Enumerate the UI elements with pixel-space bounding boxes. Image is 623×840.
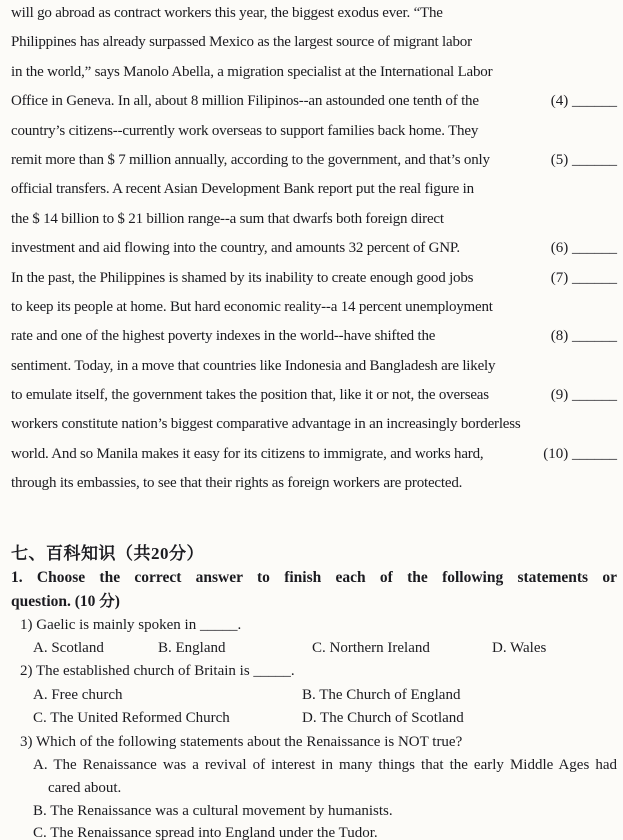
passage-line-text: country’s citizens--currently work overseas to support families back home. They (11, 122, 479, 139)
passage-line (11, 152, 617, 181)
passage-line-text: to keep its people at home. But hard economic reality--a 14 percent unemployment (11, 298, 493, 315)
option-1d: D. Wales (492, 640, 547, 657)
blank-marker-5: (5) ______ (550, 151, 617, 168)
passage-line-text: workers constitute nation’s biggest comparative advantage in an increasingly borderless (11, 416, 521, 433)
passage-line (11, 299, 617, 328)
passage-line-text: sentiment. Today, in a move that countries like Indonesia and Bangladesh are likely (11, 357, 496, 374)
passage-line (11, 93, 617, 122)
option-2a: A. Free church (33, 686, 123, 703)
question-1-stem: 1) Gaelic is mainly spoken in _____. (20, 616, 242, 633)
passage-line (11, 328, 617, 357)
option-3b: B. The Renaissance was a cultural movement by humanists. (33, 802, 393, 819)
blank-marker-6: (6) ______ (550, 240, 617, 257)
option-3a-line-2: cared about. (48, 779, 122, 796)
passage-line (11, 5, 617, 34)
blank-marker-7: (7) ______ (550, 269, 617, 286)
question-2-stem: 2) The established church of Britain is _____. (20, 663, 295, 680)
knowledge-section (11, 542, 617, 840)
passage-line-text: in the world,” says Manolo Abella, a migration specialist at the International Labor (11, 63, 493, 80)
blank-marker-10: (10) ______ (543, 445, 617, 462)
question-1-options (11, 637, 617, 660)
question-3-stem: 3) Which of the following statements about the Renaissance is NOT true? (20, 733, 463, 750)
question-2-options-row-2 (11, 707, 617, 730)
passage-line (11, 446, 617, 475)
option-2b: B. The Church of England (302, 686, 461, 703)
passage-line (11, 34, 617, 63)
blank-marker-9: (9) ______ (550, 387, 617, 404)
passage-line (11, 211, 617, 240)
option-1a: A. Scotland (33, 640, 104, 657)
option-2d: D. The Church of Scotland (302, 710, 464, 727)
passage-line-text: investment and aid flowing into the country, and amounts 32 percent of GNP. (11, 240, 460, 257)
passage-line (11, 416, 617, 445)
option-2c: C. The United Reformed Church (33, 710, 230, 727)
blank-marker-8: (8) ______ (550, 328, 617, 345)
passage-line (11, 181, 617, 210)
passage-line (11, 123, 617, 152)
instruction-line-1: 1. Choose the correct answer to finish each of the following statements or (11, 568, 617, 586)
passage-line (11, 475, 617, 504)
passage-line (11, 240, 617, 269)
passage-line-text: remit more than $ 7 million annually, according to the government, and that’s only (11, 151, 490, 168)
passage-line-text: rate and one of the highest poverty indexes in the world--have shifted the (11, 328, 436, 345)
passage-line-text: Office in Geneva. In all, about 8 million Filipinos--an astounded one tenth of the (11, 93, 479, 110)
passage-line-text: through its embassies, to see that their rights as foreign workers are protected. (11, 475, 463, 492)
question-2-options-row-1 (11, 684, 617, 707)
option-1c: C. Northern Ireland (312, 640, 430, 657)
passage-line-text: official transfers. A recent Asian Development Bank report put the real figure in (11, 181, 474, 198)
passage-line-text: world. And so Manila makes it easy for its citizens to immigrate, and works hard, (11, 445, 484, 462)
instruction-line-2: question. (10 分) (11, 592, 120, 610)
passage-line (11, 387, 617, 416)
section-heading: 七、百科知识（共20分） (11, 543, 204, 563)
passage-line-text: to emulate itself, the government takes the position that, like it or not, the overseas (11, 387, 489, 404)
passage-line-text: Philippines has already surpassed Mexico as the largest source of migrant labor (11, 34, 472, 51)
option-1b: B. England (158, 640, 226, 657)
passage-line (11, 358, 617, 387)
passage-line (11, 64, 617, 93)
passage-line (11, 270, 617, 299)
blank-marker-4: (4) ______ (550, 93, 617, 110)
passage-line-text: the $ 14 billion to $ 21 billion range--a sum that dwarfs both foreign direct (11, 210, 444, 227)
passage-line-text: In the past, the Philippines is shamed by its inability to create enough good jobs (11, 269, 474, 286)
option-3c: C. The Renaissance spread into England under the Tudor. (33, 825, 378, 840)
option-3a-line-1: A. The Renaissance was a revival of interest in many things that the early Middle Ages had (33, 757, 617, 774)
passage-line-text: will go abroad as contract workers this year, the biggest exodus ever. “The (11, 5, 443, 21)
cloze-passage (11, 5, 617, 505)
